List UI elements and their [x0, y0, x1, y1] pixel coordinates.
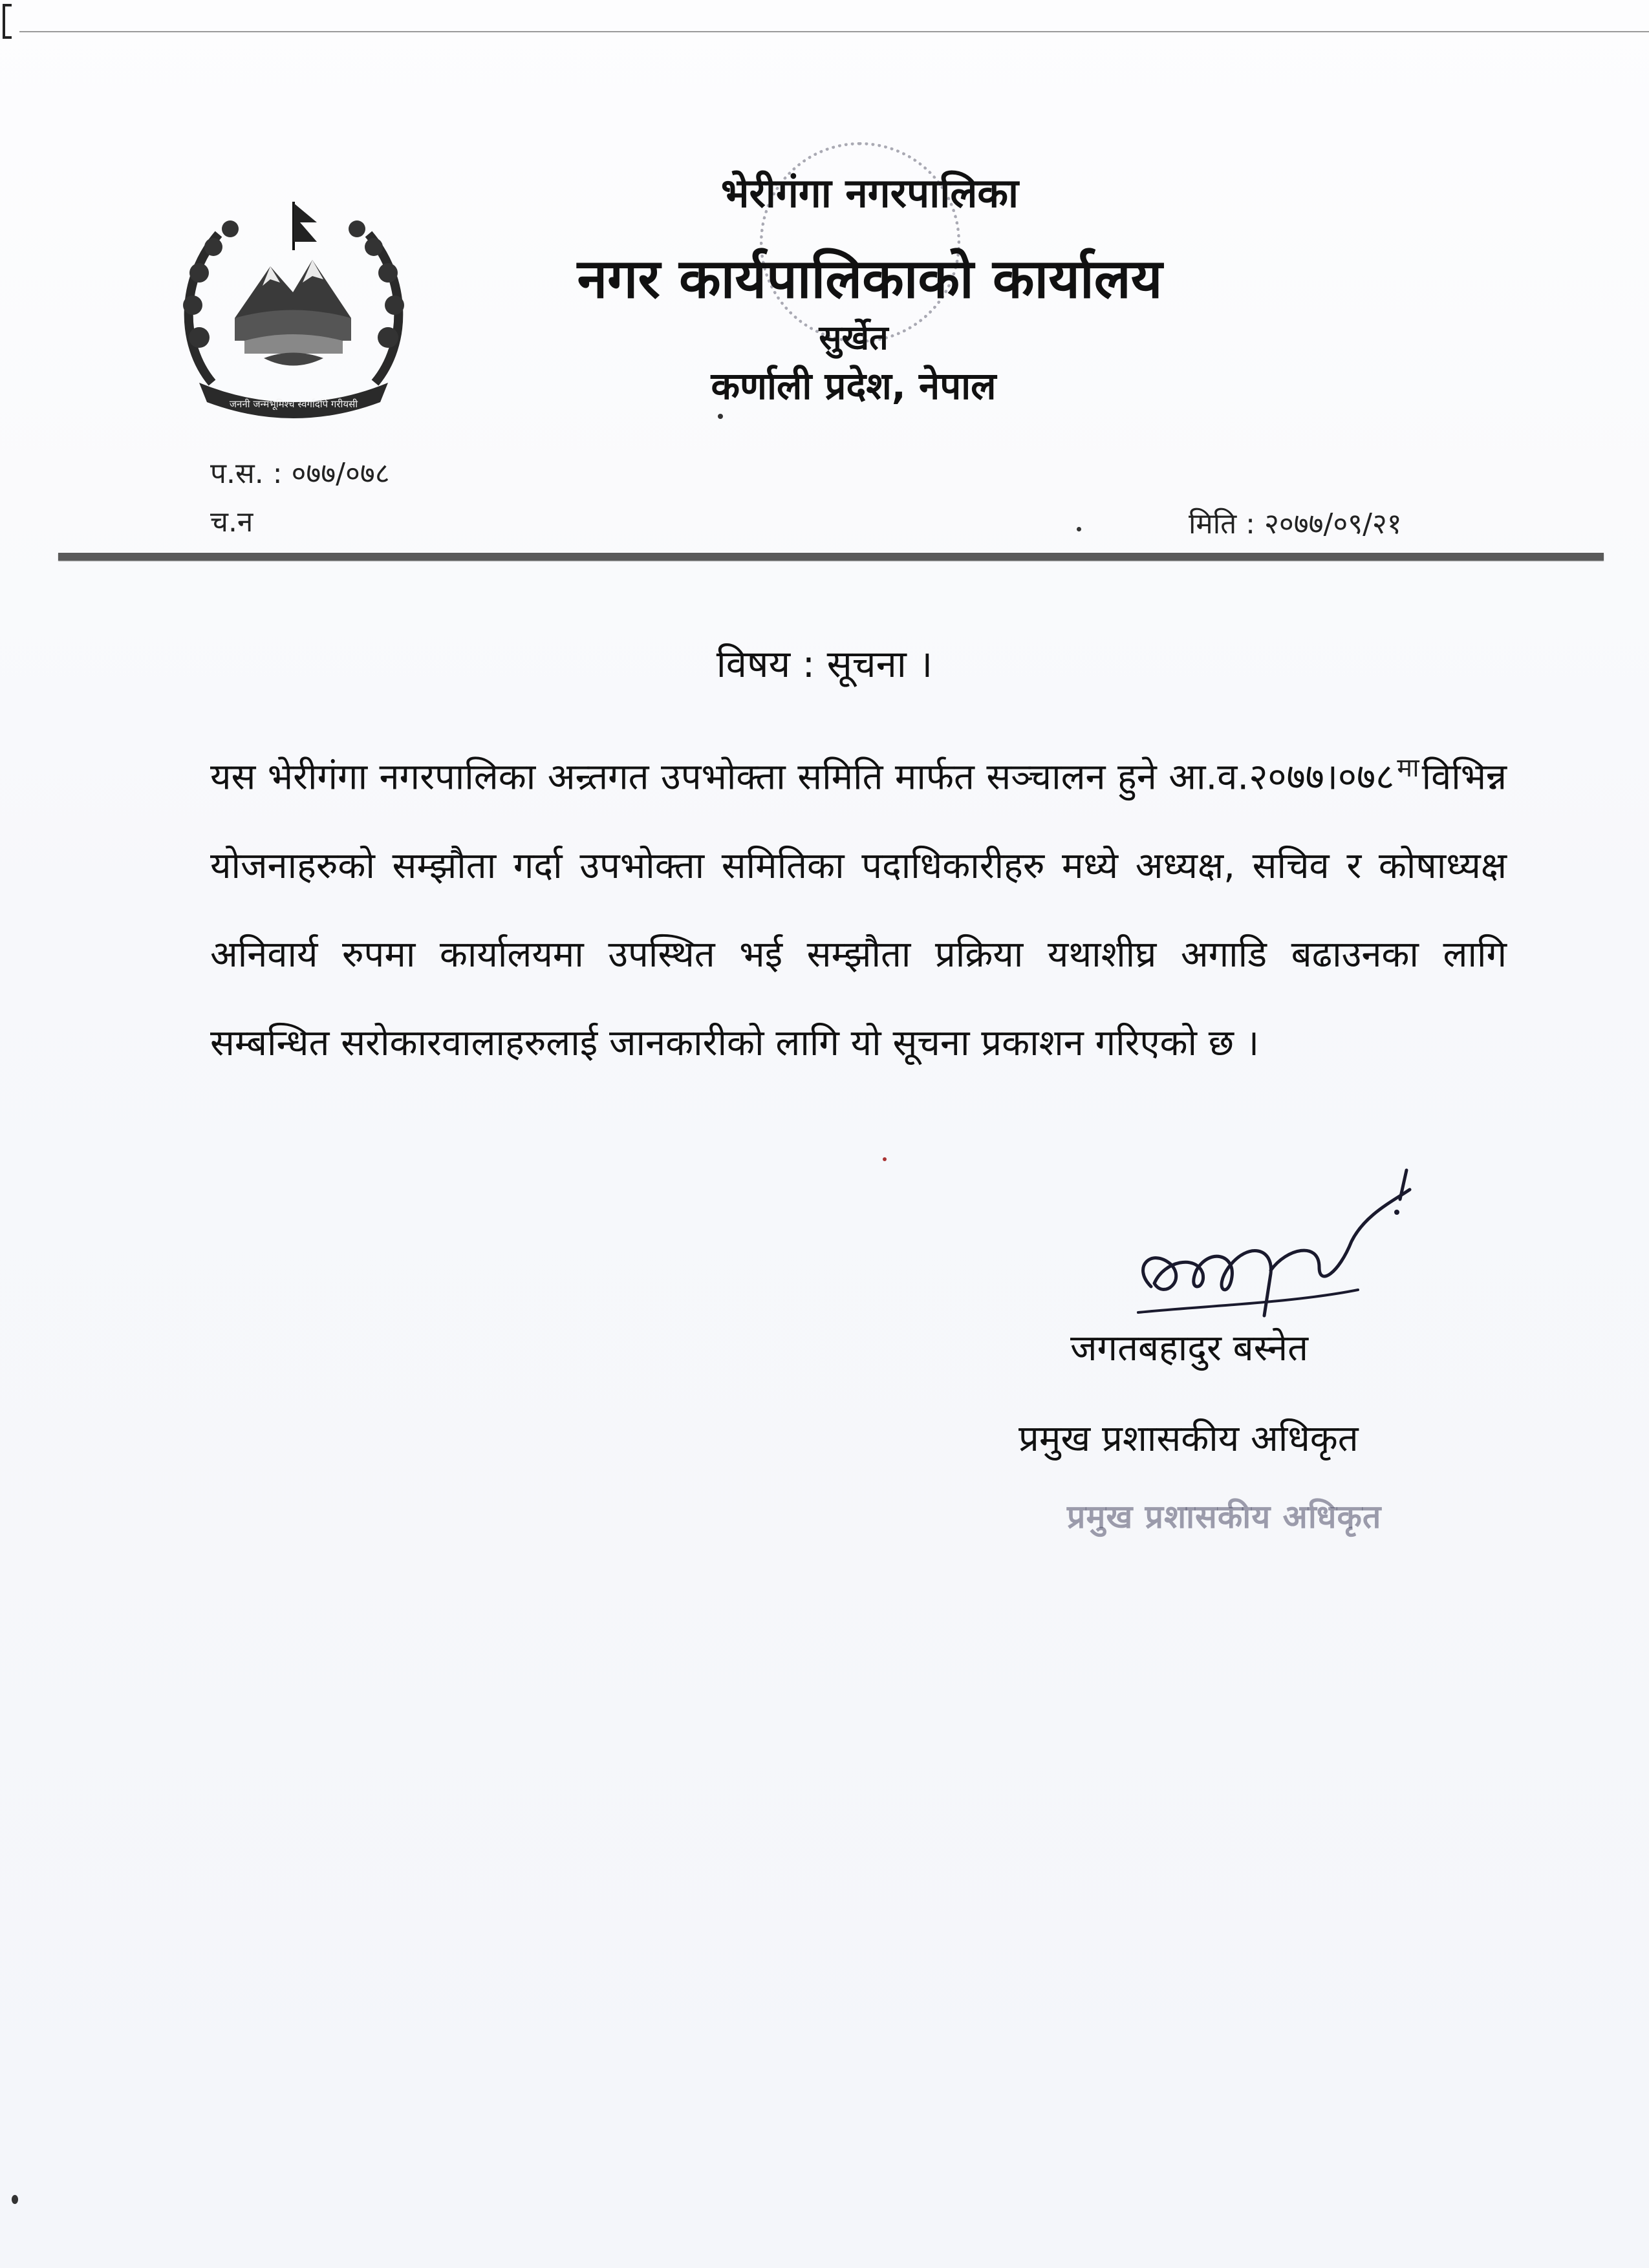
handwritten-insertion: मा	[1397, 753, 1419, 783]
province-name: कर्णाली प्रदेश, नेपाल	[711, 364, 997, 408]
emblem-motto: जननी जन्मभूमिश्च स्वर्गादपि गरीयसी	[229, 398, 358, 410]
signatory-name: जगतबहादुर बस्नेत	[1070, 1327, 1309, 1369]
header-divider	[58, 553, 1604, 561]
letter-subject: विषय : सूचना ।	[716, 642, 933, 686]
scan-speck	[718, 414, 723, 419]
designation-stamp: प्रमुख प्रशासकीय अधिकृत	[1067, 1498, 1382, 1535]
scan-speck	[1077, 527, 1081, 531]
reference-number: प.स. : ०७७/०७८	[210, 457, 390, 490]
handwritten-signature-icon	[1125, 1151, 1436, 1325]
notice-body-part1: यस भेरीगंगा नगरपालिका अन्र्तगत उपभोक्ता समिति मार्फत सञ्चालन हुने आ.व.२०७७।०७८	[210, 756, 1395, 798]
scan-top-edge	[19, 31, 1649, 32]
scan-speck	[12, 2195, 18, 2204]
notice-body	[210, 724, 1507, 1087]
office-name: नगर कार्यपालिकाको कार्यालय	[577, 247, 1163, 310]
dispatch-number: च.न	[210, 506, 253, 539]
signatory-title: प्रमुख प्रशासकीय अधिकृत	[1018, 1418, 1359, 1460]
municipality-name: भेरीगंगा नगरपालिका	[720, 169, 1019, 217]
notice-body-part2: विभिन्न योजनाहरुको सम्झौता गर्दा उपभोक्ता समितिका पदाधिकारीहरु मध्ये अध्यक्ष, सचिव र कोषाध्यक्ष अनिवार्य रुपमा कार्यालयमा उपस्थित भई सम्झौता प्रक्रिया यथाशीघ्र अगाडि बढाउनका लागि सम्बन्धित सरोकारवालाहरुलाई जानकारीको लागि यो सूचना प्रकाशन गरिएको छ ।	[210, 756, 1507, 1064]
district-name: सुर्खेत	[819, 319, 889, 358]
scan-speck	[883, 1157, 887, 1161]
letter-date: मिति : २०७७/०९/२१	[1189, 508, 1402, 540]
scan-edge-mark	[3, 4, 12, 39]
